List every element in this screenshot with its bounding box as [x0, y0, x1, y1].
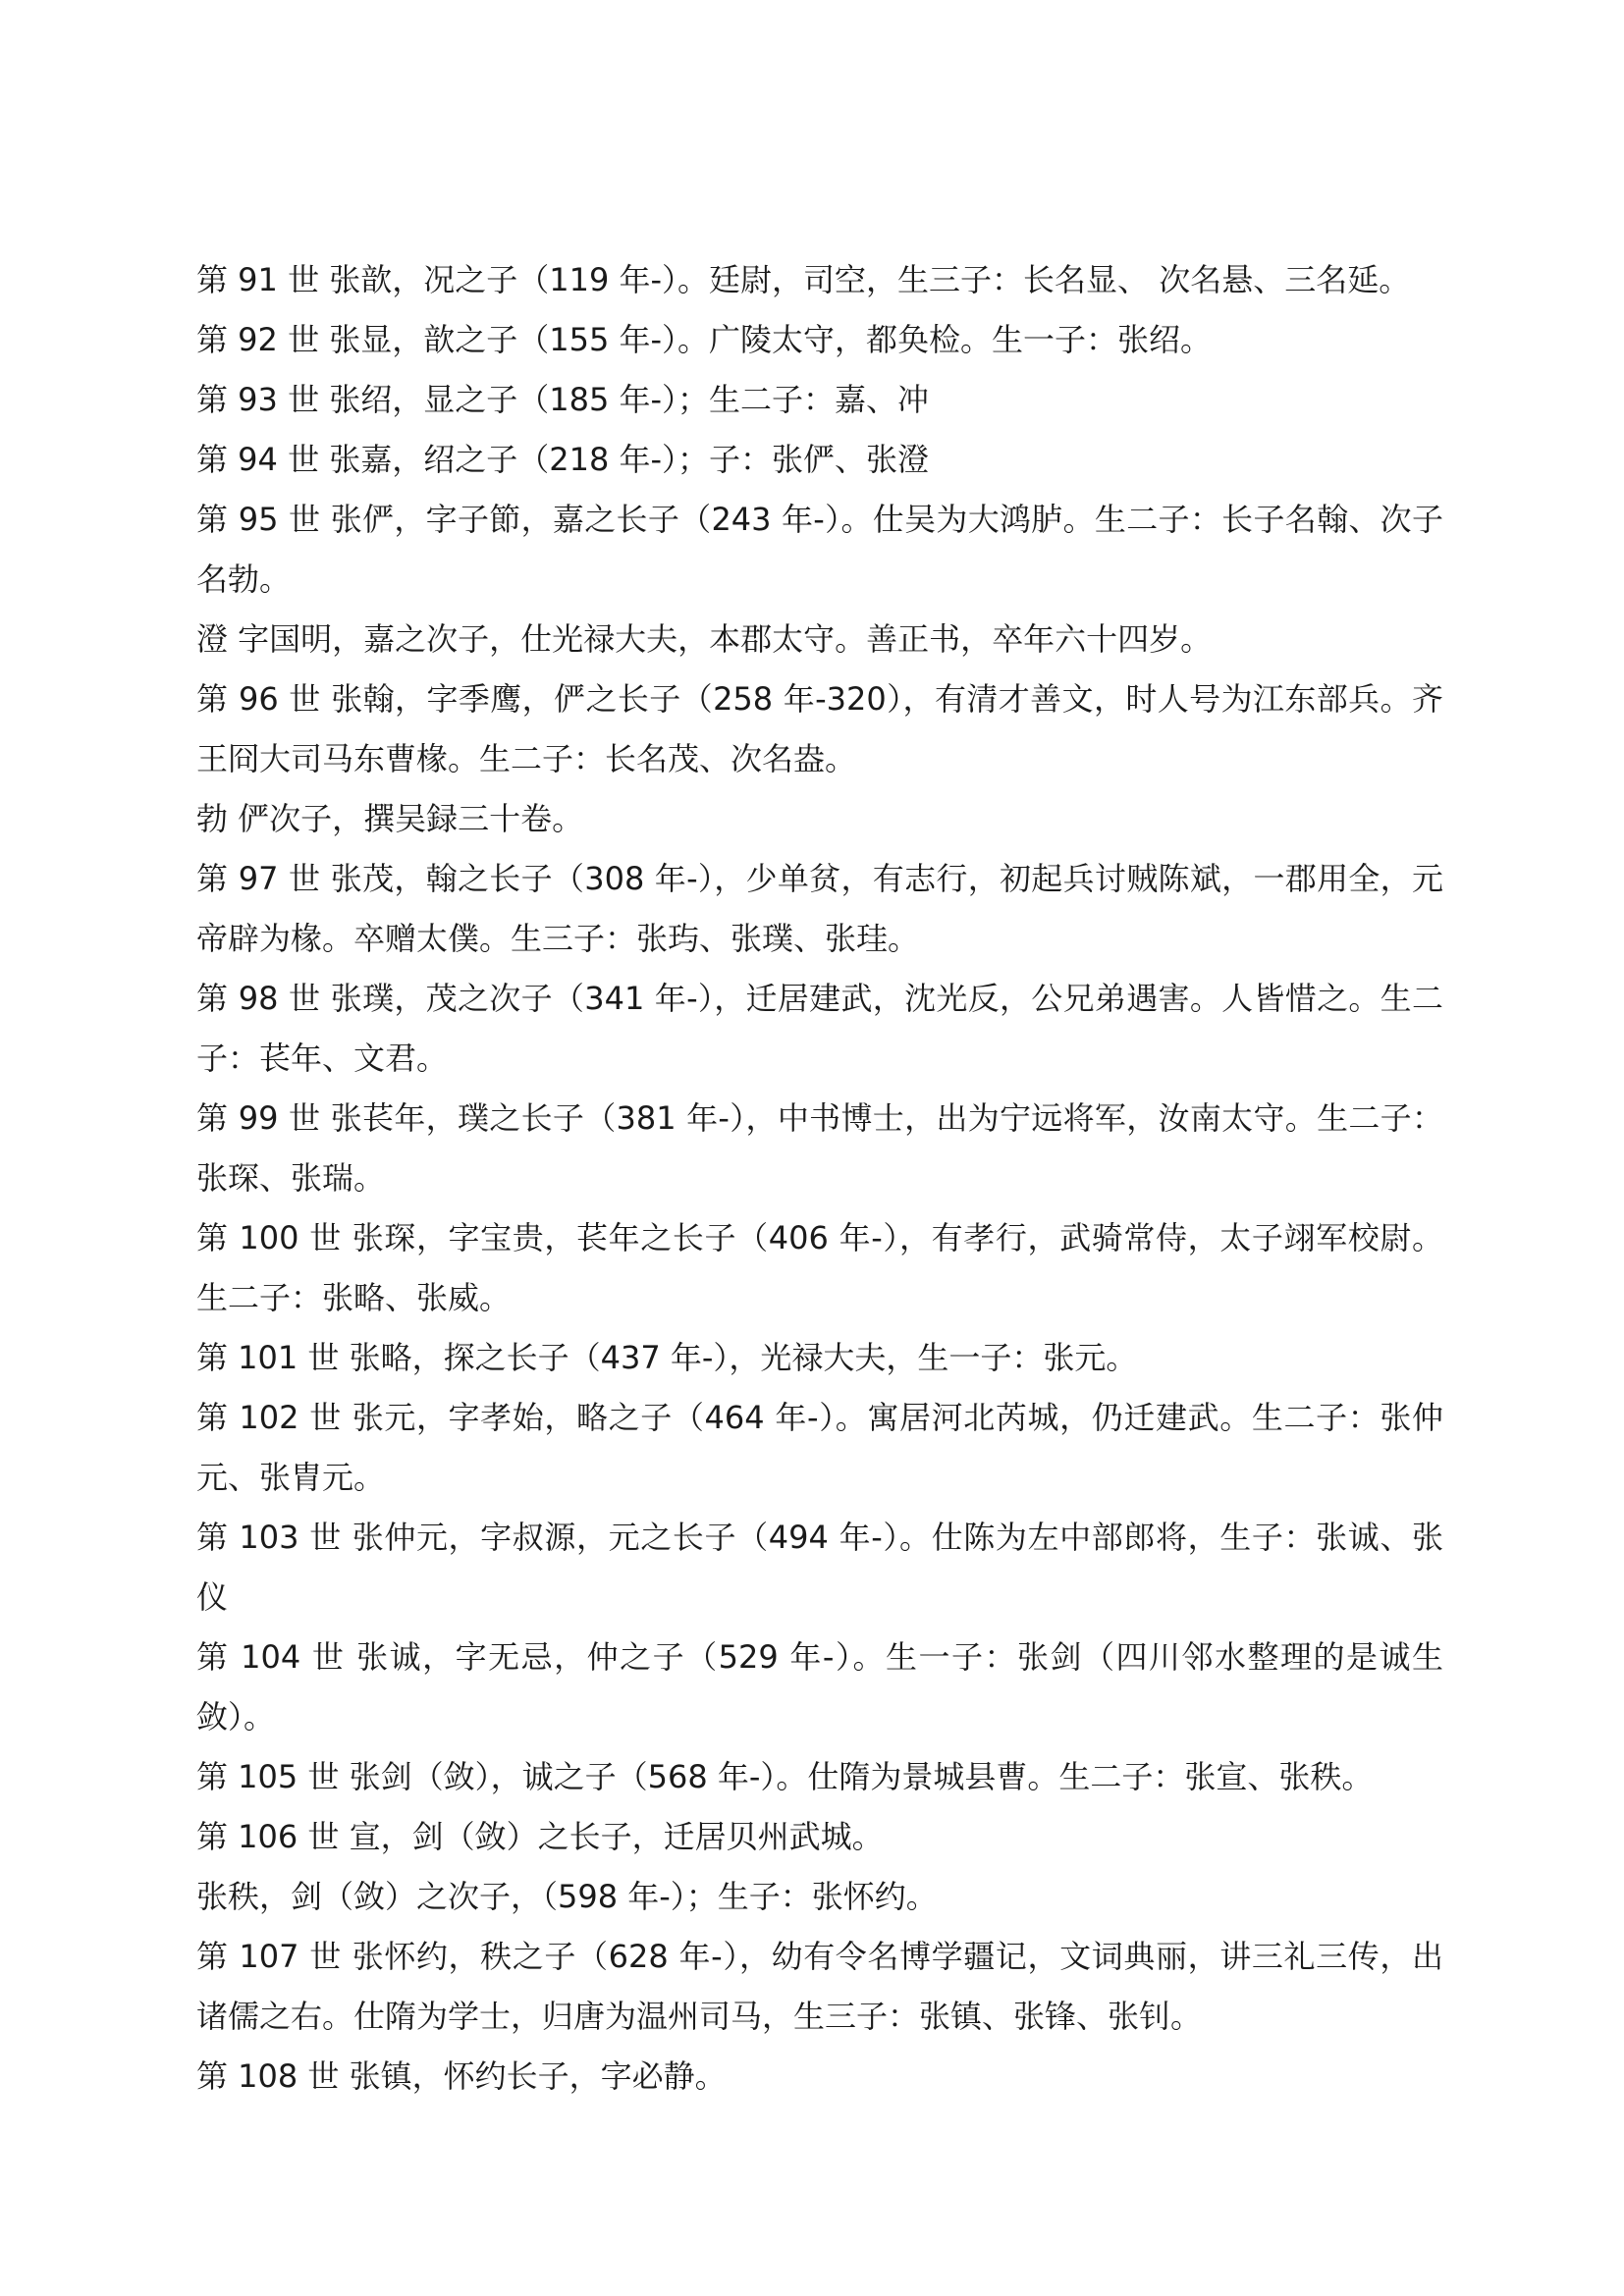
paragraph-gen-101: 第 101 世 张略，探之长子（437 年-），光禄大夫，生一子：张元。	[196, 1339, 1138, 1376]
paragraph-gen-104: 第 104 世 张诚，字无忌，仲之子（529 年-）。生一子：张剑（四川邻水整理的是诚生敛）。	[196, 1638, 1443, 1735]
genealogy-text-body	[196, 250, 1443, 2107]
paragraph-gen-105: 第 105 世 张剑（敛），诚之子（568 年-）。仕隋为景城县曹。生二子：张宣、张秩。	[196, 1758, 1374, 1795]
paragraph-cheng: 澄 字国明，嘉之次子，仕光禄大夫，本郡太守。善正书，卒年六十四岁。	[196, 620, 1213, 658]
paragraph-gen-98: 第 98 世 张璞，茂之次子（341 年-），迁居建武，沈光反，公兄弟遇害。人皆惜之。生二子：苌年、文君。	[196, 980, 1443, 1077]
paragraph-gen-100: 第 100 世 张琛，字宝贵，苌年之长子（406 年-），有孝行，武骑常侍，太子翊军校尉。生二子：张略、张威。	[196, 1219, 1443, 1316]
paragraph-gen-91: 第 91 世 张歆，况之子（119 年-）。廷尉，司空，生三子：长名显、 次名悬、三名延。	[196, 261, 1411, 298]
paragraph-gen-94: 第 94 世 张嘉，绍之子（218 年-）；子：张俨、张澄	[196, 441, 930, 478]
paragraph-gen-106: 第 106 世 宣，剑（敛）之长子，迁居贝州武城。	[196, 1818, 884, 1855]
paragraph-zhang-zhi: 张秩，剑（敛）之次子，（598 年-）；生子：张怀约。	[196, 1878, 938, 1915]
paragraph-gen-108: 第 108 世 张镇，怀约长子，字必静。	[196, 2057, 727, 2095]
paragraph-gen-95: 第 95 世 张俨，字子節，嘉之长子（243 年-）。仕吴为大鸿胪。生二子：长子名翰、次子名勃。	[196, 501, 1443, 598]
paragraph-gen-107: 第 107 世 张怀约，秩之子（628 年-），幼有令名博学疆记，文词典丽，讲三礼三传，出诸儒之右。仕隋为学士，归唐为温州司马，生三子：张镇、张锋、张钊。	[196, 1938, 1443, 2035]
paragraph-gen-92: 第 92 世 张显，歆之子（155 年-）。广陵太守，都奂检。生一子：张绍。	[196, 321, 1213, 358]
paragraph-gen-103: 第 103 世 张仲元，字叔源，元之长子（494 年-）。仕陈为左中部郎将，生子：张诚、张仪	[196, 1519, 1443, 1616]
paragraph-gen-96: 第 96 世 张翰，字季鹰，俨之长子（258 年-320），有清才善文，时人号为江东部兵。齐王冏大司马东曹椽。生二子：长名茂、次名盎。	[196, 680, 1443, 777]
paragraph-bo: 勃 俨次子，撰吴録三十卷。	[196, 800, 584, 837]
paragraph-gen-99: 第 99 世 张苌年，璞之长子（381 年-），中书博士，出为宁远将军，汝南太守。生二子：张琛、张瑞。	[196, 1099, 1443, 1197]
paragraph-gen-102: 第 102 世 张元，字孝始，略之子（464 年-）。寓居河北芮城，仍迁建武。生二子：张仲元、张胄元。	[196, 1399, 1443, 1496]
paragraph-gen-93: 第 93 世 张绍，显之子（185 年-）；生二子：嘉、冲	[196, 381, 930, 418]
paragraph-gen-97: 第 97 世 张茂，翰之长子（308 年-），少单贫，有志行，初起兵讨贼陈斌，一郡用全，元帝辟为椽。卒赠太僕。生三子：张玙、张璞、张珪。	[196, 860, 1443, 957]
